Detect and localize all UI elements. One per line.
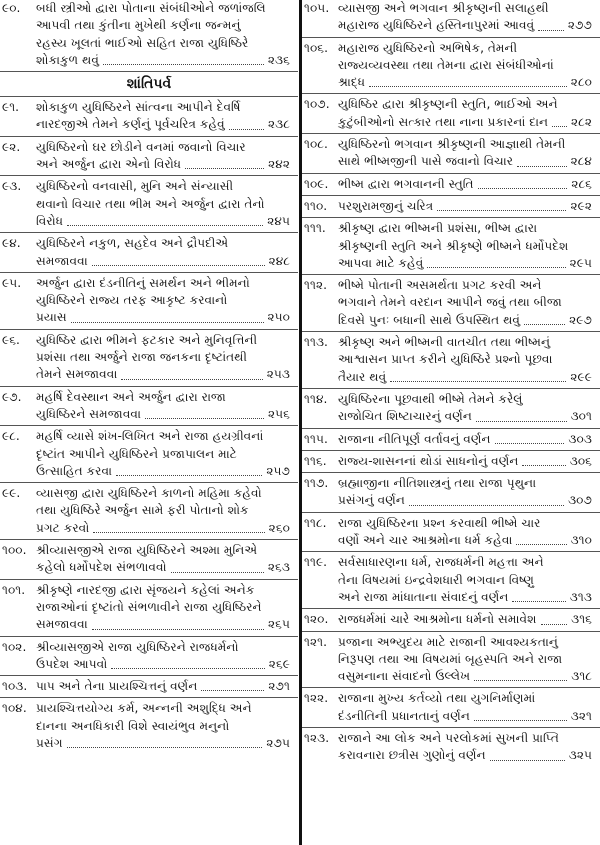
entry-text-line: શ્રાદ્ધ [338, 75, 366, 90]
row-separator [0, 71, 298, 72]
entry-text-line: પરશુરામજીનું ચરિત્ર [338, 198, 434, 213]
page-number: ૨૬૫ [268, 617, 290, 632]
entry-text-line: શ્રીકૃષ્ણ અને ભીષ્મની વાતચીત તથા ભીષ્મનું [338, 335, 551, 350]
entry-text-line: ઉપદેશ આપવો [36, 656, 108, 671]
page-number: ૩૦૩ [568, 431, 592, 446]
entry-number: ૯૨. [2, 139, 21, 154]
entry-number: ૯૧. [2, 100, 20, 115]
entry-text-line: અને રાજા માંધાતાના સંવાદનું વર્ણન [338, 589, 509, 604]
toc-entry [0, 428, 298, 480]
toc-entry [0, 639, 298, 674]
entry-number: ૧૧૧. [304, 221, 326, 236]
dot-leader [552, 126, 567, 127]
page-number: ૨૫૬ [268, 406, 290, 421]
dot-leader [478, 188, 568, 189]
entry-last-line [36, 406, 290, 423]
entry-text-line: મહર્ષિ દેવસ્થાન અને અર્જુન દ્વારા રાજા [36, 389, 226, 404]
toc-entry [302, 334, 600, 386]
toc-entry [302, 431, 600, 448]
entry-last-line [36, 366, 290, 383]
entry-last-line [36, 309, 290, 326]
toc-entry [0, 139, 298, 174]
entry-text-line: શોકાકુળ યુધિષ્ઠિરને સાંત્વના આપીને દેવર્ષિ [36, 100, 241, 115]
entry-last-line [338, 312, 592, 329]
dot-leader [490, 760, 565, 761]
entry-text-line: દાનના અનધિકારી વિશે સ્વાયંભુવ મનુનો [36, 718, 230, 733]
entry-text-line: ભીષ્મે પોતાની અસમર્થતા પ્રગટ કરવી અને [338, 278, 542, 293]
page-number: ૨૯૭ [569, 312, 592, 327]
page-number: ૨૬૦ [268, 520, 290, 535]
dot-leader [67, 225, 263, 226]
toc-entry [302, 515, 600, 550]
entry-last-line [36, 213, 290, 230]
toc-entry [0, 678, 298, 695]
entry-text-line: ઉત્સાહિત કરવા [36, 463, 113, 478]
entry-last-line [338, 153, 592, 170]
entry-number: ૧૧૪. [304, 391, 328, 406]
row-separator [0, 697, 298, 698]
page-number: ૨૬૩ [267, 560, 290, 575]
toc-entry [302, 391, 600, 426]
entry-text-line: શ્રીવ્યાસજીએ રાજા યુધિષ્ઠિરને અશ્મા મુનિએ [36, 543, 258, 558]
entry-text-line: રાજોચિત શિષ્ટાચારનું વર્ણન [338, 409, 472, 424]
toc-entry [302, 730, 600, 765]
row-separator [302, 217, 600, 218]
toc-entry [0, 332, 298, 384]
entry-last-line [36, 656, 290, 673]
entry-number: ૧૧૫. [304, 431, 328, 446]
row-separator [0, 425, 298, 426]
entry-text-line: બ્રહ્માજીના નીતિશાસ્ત્રનું તથા રાજા પૃથુના [338, 476, 537, 491]
row-separator [0, 329, 298, 330]
entry-text-line: બધી સ્ત્રીઓ દ્વારા પોતાના સંબંધીઓને જળાંજલિ [36, 1, 266, 15]
entry-last-line [338, 408, 592, 425]
toc-entry [0, 389, 298, 424]
entry-last-line [338, 453, 592, 470]
toc-entry [0, 485, 298, 537]
entry-text-line: કહેલો ધર્મોપદેશ સંભળાવવો [36, 560, 167, 575]
toc-entry [0, 542, 298, 577]
toc-entry [302, 40, 600, 92]
entry-number: ૧૦૮. [304, 137, 328, 152]
row-separator [0, 272, 298, 273]
entry-text-line: નારદજીએ તેમને કર્ણનું પૂર્વચરિત્ર કહેવું [36, 117, 225, 132]
entry-number: ૧૦૯. [304, 176, 329, 191]
dot-leader [476, 421, 567, 422]
page-number: ૩૦૭ [568, 493, 592, 508]
dot-leader [67, 747, 263, 748]
entry-text-line: વસુમનાના સંવાદનો ઉલ્લેખ [338, 669, 471, 684]
page-number: ૨૭૫ [266, 735, 290, 750]
toc-entry [302, 453, 600, 470]
toc-entry [302, 198, 600, 215]
page-number: ૨૯૨ [570, 198, 592, 213]
entry-text-line: યુધિષ્ઠિરના પૂછવાથી ભીષ્મે તેમને કરેલું [338, 391, 523, 406]
entry-text-line: પ્રજાના અભ્યુદય માટે રાજાની આવશ્યકતાનું [338, 634, 558, 649]
entry-text-line: દૃષ્ટાંત આપીને યુધિષ્ઠિરને પ્રજાપાલન માટે [36, 446, 237, 461]
entry-text-line: યુધિષ્ઠિર દ્વારા શ્રીકૃષ્ણની સ્તુતિ, ભાઈઓ અને [338, 97, 558, 112]
entry-text-line: પ્રાયશ્ચિત્તયોગ્ય કર્મ, અન્નની અશુદ્ધિ અને [36, 701, 252, 716]
entry-last-line [338, 708, 592, 725]
entry-last-line [338, 668, 592, 685]
page-number: ૩૧૬ [571, 612, 592, 627]
toc-entry [0, 0, 298, 69]
page-number: ૩૧૩ [569, 589, 592, 604]
entry-text-line: કરાવનારા છત્રીસ ગુણોનું વર્ણન [338, 748, 486, 763]
entry-text-line: તેના વિષયમાં ઇન્દ્રવેશધારી ભગવાન વિષ્ણુ [338, 572, 535, 587]
toc-entry [302, 277, 600, 329]
dot-leader [71, 322, 264, 323]
dot-leader [103, 64, 264, 65]
row-separator [302, 450, 600, 451]
row-separator [0, 232, 298, 233]
row-separator [302, 37, 600, 38]
row-separator [302, 274, 600, 275]
row-separator [302, 551, 600, 552]
page-number: ૨૭૧ [268, 679, 290, 694]
row-separator [0, 96, 298, 97]
page-number: ૨૫૩ [266, 367, 290, 382]
page-number: ૩૦૧ [570, 409, 592, 424]
toc-entry [302, 220, 600, 272]
toc-entry [302, 554, 600, 606]
row-separator [302, 195, 600, 196]
toc-entry [0, 178, 298, 230]
row-separator [302, 388, 600, 389]
entry-number: ૧૦૨. [2, 639, 27, 654]
dot-leader [121, 379, 262, 380]
entry-number: ૧૧૨. [304, 278, 327, 293]
entry-text-line: ભગવાને તેમને વરદાન આપીને જવું તથા બીજા [338, 295, 562, 310]
page-number: ૨૭૭ [567, 18, 592, 33]
entry-number: ૧૧૬. [304, 453, 327, 468]
entry-text-line: તેમને સમજાવવા [36, 367, 118, 382]
dot-leader [427, 267, 565, 268]
section-heading: શાંતિપર્વ [126, 76, 172, 93]
row-separator [0, 539, 298, 540]
entry-text-line: શ્રીવ્યાસજીએ રાજા યુધિષ્ઠિરને રાજધર્મનો [36, 639, 239, 654]
entry-text-line: યુધિષ્ઠિરનો વનવાસી, મુનિ અને સંન્યાસી [36, 179, 234, 194]
row-separator [302, 133, 600, 134]
row-separator [0, 136, 298, 137]
entry-last-line [36, 559, 290, 576]
row-separator [0, 386, 298, 387]
toc-entry [302, 690, 600, 725]
row-separator [302, 428, 600, 429]
entry-number: ૯૮. [2, 429, 20, 444]
entry-last-line [36, 520, 290, 537]
entry-number: ૧૦૩. [2, 679, 28, 694]
entry-text-line: મહર્ષિ વ્યાસે શંખ-લિખિત અને રાજા હયગ્રીવનાં [36, 429, 264, 444]
entry-number: ૧૦૧. [2, 582, 26, 597]
entry-last-line [36, 463, 290, 480]
entry-text-line: ભીષ્મ દ્વારા ભગવાનની સ્તુતિ [338, 176, 474, 191]
entry-number: ૧૨૨. [304, 691, 329, 706]
toc-entry [302, 176, 600, 193]
entry-text-line: પાપ અને તેના પ્રાયશ્ચિત્તનું વર્ણન [36, 679, 198, 694]
entry-text-line: કુટુંબીઓનો સત્કાર તથા નાના પ્રકારનાં દાન [338, 114, 549, 129]
dot-leader [538, 30, 564, 31]
entry-text-line: અર્જુન દ્વારા દંડનીતિનું સમર્થન અને ભીમનો [36, 275, 250, 290]
entry-text-line: મહારાજ યુધિષ્ઠિરનો અભિષેક, તેમની [338, 40, 518, 55]
page-number: ૨૫૭ [266, 463, 290, 478]
page-number: ૨૮૬ [571, 176, 592, 191]
row-separator [302, 512, 600, 513]
entry-text-line: રાજા યુધિષ્ઠિરના પ્રશ્ન કરવાથી ભીષ્મે ચાર [338, 515, 541, 530]
row-separator [302, 331, 600, 332]
entry-last-line [338, 589, 592, 606]
entry-last-line [36, 253, 290, 270]
row-separator [302, 93, 600, 94]
entry-text-line: આપવા માટે કહેવું [338, 255, 424, 270]
row-separator [0, 175, 298, 176]
dot-leader [474, 720, 567, 721]
page-number: ૨૪૫ [267, 213, 290, 228]
entry-text-line: રાજધર્મમાં ચારે આશ્રમોના ધર્મનો સમાવેશ [338, 612, 537, 627]
right-column [302, 0, 600, 765]
entry-text-line: યુધિષ્ઠિરનો ઘર છોડીને વનમાં જવાનો વિચાર [36, 139, 246, 154]
dot-leader [390, 381, 566, 382]
dot-leader [116, 475, 262, 476]
entry-number: ૯૩. [2, 179, 22, 194]
page-number: ૩૨૧ [570, 708, 592, 723]
entry-text-line: રહસ્ય ખૂલતાં ભાઈઓ સહિત રાજા યુધિષ્ઠિરે [36, 35, 249, 50]
entry-last-line [338, 17, 592, 34]
entry-last-line [36, 616, 290, 633]
dot-leader [474, 680, 567, 681]
row-separator [302, 472, 600, 473]
page-number: ૨૩૮ [268, 117, 290, 132]
entry-number: ૧૦૭. [304, 97, 330, 112]
entry-text-line: શોકાકુળ થવું [36, 52, 99, 67]
entry-text-line: રાજ્ય-શાસનનાં થોડાં સાધનોનું વર્ણન [338, 453, 519, 468]
dot-leader [541, 624, 568, 625]
row-separator [302, 631, 600, 632]
page-number: ૩૨૫ [568, 748, 592, 763]
entry-text-line: વર્ણો અને ચાર આશ્રમોના ધર્મ કહેવા [338, 533, 513, 548]
entry-number: ૧૧૩. [304, 335, 328, 350]
entry-text-line: પ્રસંગનું વર્ણન [338, 493, 405, 508]
entry-text-line: દિવસે પુનઃ બધાની સાથે ઉપસ્થિત થવું [338, 312, 521, 327]
entry-last-line [338, 492, 592, 509]
entry-text-line: પ્રશંસા તથા અર્જુને રાજા જનકના દૃષ્ટાંતથી [36, 350, 247, 365]
page-number: ૩૧૮ [571, 669, 592, 684]
toc-entry [302, 0, 600, 35]
dot-leader [524, 324, 565, 325]
entry-text-line: અને અર્જુન દ્વારા એનો વિરોધ [36, 157, 182, 172]
dot-leader [229, 129, 264, 130]
entry-number: ૯૪. [2, 236, 21, 251]
entry-last-line [36, 735, 290, 752]
page-number: ૨૮૦ [570, 75, 592, 90]
entry-text-line: રાજાઓનાં દૃષ્ટાંતો સંભળાવીને રાજા યુધિષ્ઠિરને [36, 599, 262, 614]
entry-text-line: શ્રીકૃષ્ણ દ્વારા ભીષ્મની પ્રશંસા, ભીષ્મ દ્વારા [338, 221, 538, 236]
entry-text-line: તથા યુધિષ્ઠિરે અર્જુન સામે ફરી પોતાનો શોક [36, 503, 249, 518]
dot-leader [111, 668, 265, 669]
entry-last-line [338, 114, 592, 131]
entry-number: ૧૦૫. [304, 1, 330, 15]
dot-leader [522, 465, 565, 466]
entry-number: ૯૬. [2, 332, 20, 347]
left-column [0, 0, 298, 752]
entry-last-line [338, 532, 592, 549]
row-separator [0, 579, 298, 580]
dot-leader [145, 418, 264, 419]
entry-text-line: મહારાજ યુધિષ્ઠિરને હસ્તિનાપુરમાં આવવું [338, 18, 535, 33]
toc-entry [0, 99, 298, 134]
entry-text-line: રાજાના મુખ્ય કર્તવ્યો તથા યુગનિર્માણમાં [338, 691, 536, 706]
dot-leader [512, 601, 565, 602]
entry-text-line: આશ્વાસન પ્રાપ્ત કરીને યુધિષ્ઠિરે પ્રશ્નો પૂછવા [338, 352, 553, 367]
entry-text-line: શ્રીકૃષ્ણે નારદજી દ્વારા સૃંજયને કહેલાં અનેક [36, 582, 255, 597]
toc-entry [302, 611, 600, 628]
entry-text-line: યુધિષ્ઠિરનો ભગવાન શ્રીકૃષ્ણની આજ્ઞાથી તેમની [338, 137, 566, 152]
entry-text-line: રાજાને આ લોક અને પરલોકમાં સુખની પ્રાપ્તિ [338, 730, 559, 745]
entry-number: ૧૨૩. [304, 730, 330, 745]
row-separator [302, 173, 600, 174]
entry-last-line [338, 198, 592, 215]
row-separator [302, 608, 600, 609]
row-separator [0, 675, 298, 676]
toc-entry [0, 700, 298, 752]
toc-entry [302, 475, 600, 510]
entry-number: ૧૧૮. [304, 515, 327, 530]
entry-number: ૯૯. [2, 486, 21, 501]
row-separator [0, 482, 298, 483]
entry-number: ૧૦૬. [304, 40, 329, 55]
dot-leader [516, 544, 566, 545]
entry-text-line: વિરોધ [36, 213, 64, 228]
entry-text-line: પ્રગટ કરવો [36, 520, 90, 535]
entry-last-line [338, 369, 592, 386]
row-separator [302, 727, 600, 728]
entry-last-line [338, 176, 592, 193]
entry-text-line: રાજાના નીતિપૂર્ણ વર્તાવનું વર્ણન [338, 431, 491, 446]
toc-entry [302, 96, 600, 131]
dot-leader [185, 168, 264, 169]
page-number: ૨૬૯ [268, 656, 290, 671]
page-number: ૨૫૦ [267, 310, 290, 325]
entry-number: ૧૨૦. [304, 612, 329, 627]
entry-number: ૧૦૦. [2, 543, 27, 558]
dot-leader [92, 629, 264, 630]
dot-leader [201, 690, 264, 691]
entry-text-line: યુધિષ્ઠિરને સમજાવવા [36, 406, 142, 421]
page-number: ૨૪૮ [268, 253, 290, 268]
page-number: ૨૯૯ [570, 369, 592, 384]
entry-text-line: યુધિષ્ઠિર દ્વારા ભીમને ફટકાર અને મુનિવૃત્તિની [36, 332, 258, 347]
page-number: ૩૧૦ [570, 533, 592, 548]
toc-entry [0, 235, 298, 270]
entry-text-line: શ્રીકૃષ્ણની સ્તુતિ અને શ્રીકૃષ્ણે ભીષ્મને ધર્મોપદેશ [338, 238, 569, 253]
page-number: ૨૪૨ [268, 157, 290, 172]
entry-last-line [36, 52, 290, 69]
page-number: ૨૯૫ [569, 255, 592, 270]
dot-leader [92, 265, 265, 266]
entry-text-line: પ્રયાસ [36, 310, 67, 325]
page-number: ૨૮૨ [570, 114, 592, 129]
entry-last-line [338, 611, 592, 628]
entry-text-line: વ્યાસજી અને ભગવાન શ્રીકૃષ્ણની સલાહથી [338, 1, 549, 15]
entry-number: ૧૧૭. [304, 476, 329, 491]
entry-number: ૯૦. [2, 1, 21, 15]
entry-last-line [36, 116, 290, 133]
toc-entry [0, 582, 298, 634]
entry-number: ૧૧૦. [304, 198, 328, 213]
entry-text-line: તૈયાર થવું [338, 369, 387, 384]
row-separator [0, 636, 298, 637]
entry-number: ૧૦૪. [2, 701, 27, 716]
dot-leader [93, 532, 264, 533]
page-number: ૨૮૪ [570, 154, 592, 169]
toc-entry [0, 275, 298, 327]
entry-text-line: સાથે ભીષ્મજીની પાસે જવાનો વિચાર [338, 154, 514, 169]
entry-last-line [338, 747, 592, 764]
dot-leader [171, 572, 264, 573]
entry-number: ૯૫. [2, 275, 22, 290]
dot-leader [517, 166, 566, 167]
entry-text-line: યુધિષ્ઠિરને નકુળ, સહદેવ અને દ્રૌપદીએ [36, 236, 229, 251]
toc-entry [302, 634, 600, 686]
entry-text-line: પ્રસંગ [36, 735, 63, 750]
dot-leader [495, 443, 565, 444]
entry-text-line: આપવી તથા કુંતીના મુખેથી કર્ણના જન્મનું [36, 18, 241, 33]
row-separator [302, 687, 600, 688]
entry-last-line [36, 678, 290, 695]
entry-text-line: નિરૂપણ તથા આ વિષયમાં બૃહસ્પતિ અને રાજા [338, 651, 563, 666]
entry-last-line [36, 156, 290, 173]
entry-number: ૧૧૯. [304, 555, 328, 570]
page-number: ૨૩૬ [267, 52, 290, 67]
entry-number: ૧૨૧. [304, 634, 327, 649]
entry-text-line: દંડનીતિની પ્રધાનતાનું વર્ણન [338, 708, 470, 723]
entry-text-line: સમજાવવા [36, 253, 88, 268]
dot-leader [409, 505, 564, 506]
entry-last-line [338, 255, 592, 272]
entry-text-line: યુધિષ્ઠિરને રાજ્ય તરફ આકૃષ્ટ કરવાનો [36, 293, 228, 308]
entry-text-line: સમજાવવા [36, 617, 88, 632]
toc-entry [302, 136, 600, 171]
dot-leader [437, 210, 566, 211]
entry-last-line [338, 74, 592, 91]
entry-last-line [338, 431, 592, 448]
entry-text-line: રાજ્યવ્યવસ્થા તથા તેમના દ્વારા સંબંધીઓનાં [338, 57, 554, 72]
entry-text-line: થવાનો વિચાર તથા ભીમ અને અર્જુન દ્વારા તેનો [36, 196, 265, 211]
dot-leader [369, 86, 567, 87]
entry-number: ૯૭. [2, 389, 22, 404]
entry-text-line: વ્યાસજી દ્વારા યુધિષ્ઠિરને કાળનો મહિમા કહેવો [36, 486, 262, 501]
entry-text-line: સર્વસાધારણના ધર્મ, રાજધર્મની મહત્તા અને [338, 555, 544, 570]
page-number: ૩૦૬ [569, 453, 592, 468]
